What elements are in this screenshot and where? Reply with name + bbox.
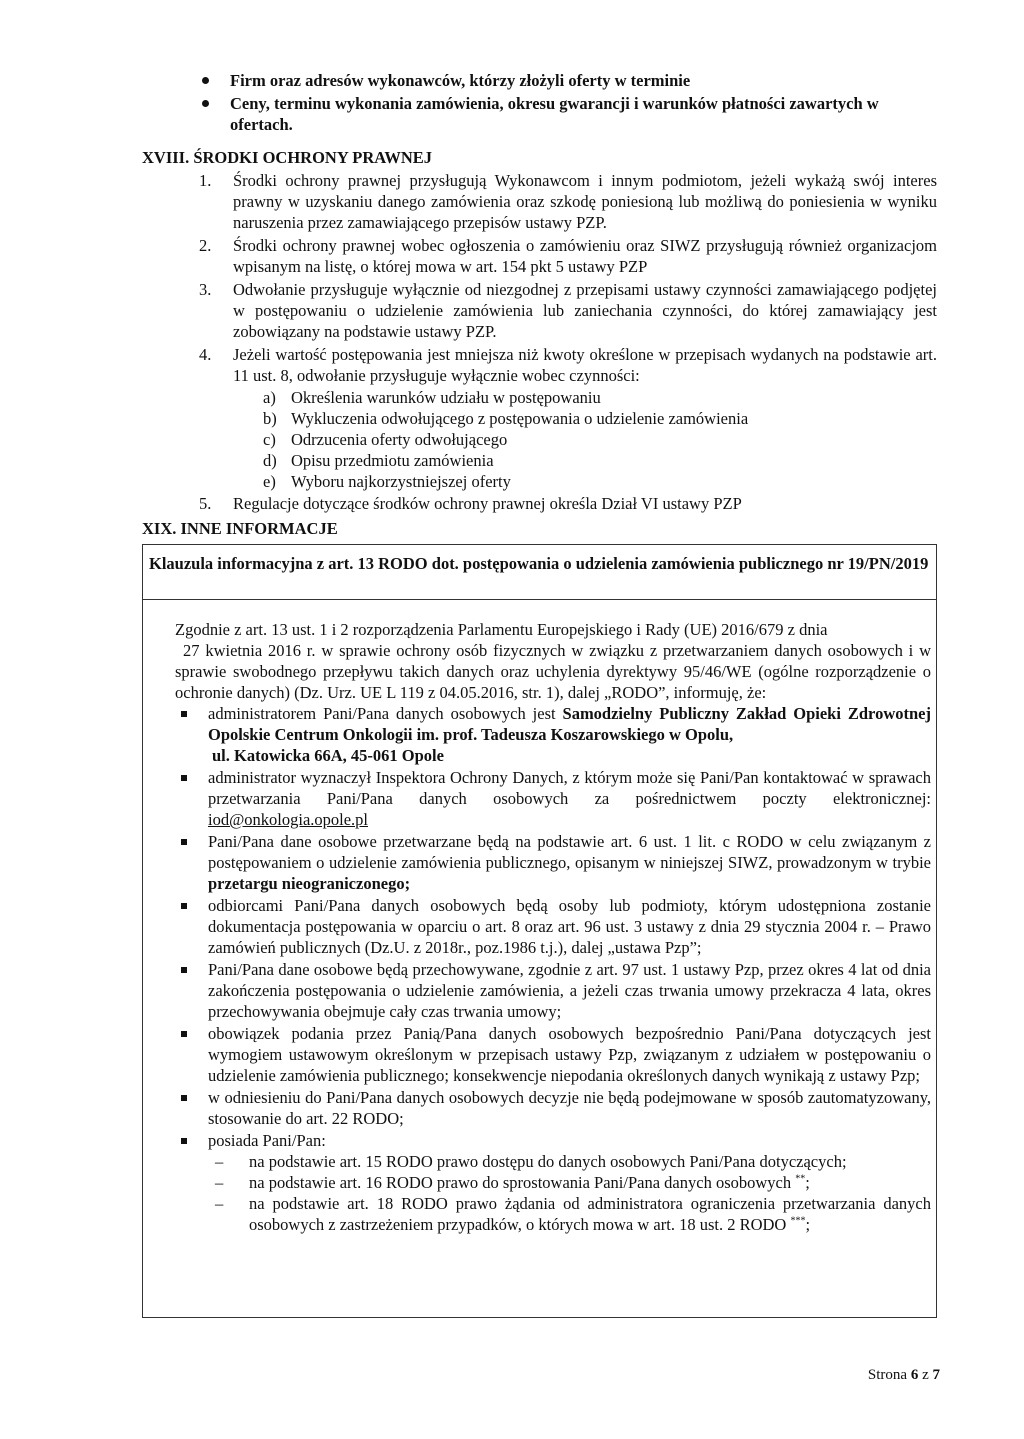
square-bullet-icon: [181, 711, 187, 717]
sub-text: Wykluczenia odwołującego z postępowania o udzielenie zamówienia: [291, 409, 749, 428]
sub-list-item: [263, 408, 937, 429]
list-item: [215, 1151, 931, 1172]
bullet-text: Ceny, terminu wykonania zamówienia, okresu gwarancji i warunków płatności zawartych w ofertach.: [230, 94, 879, 134]
footnote-marker: **: [795, 1173, 806, 1185]
clause-box-bottom-border: [142, 1317, 937, 1318]
sub-text: Wyboru najkorzystniejszej oferty: [291, 472, 511, 491]
right-text: na podstawie art. 15 RODO prawo dostępu do danych osobowych Pani/Pana dotyczących;: [249, 1152, 847, 1171]
square-bullet-icon: [181, 839, 187, 845]
list-item: [199, 279, 937, 342]
sub-label: e): [263, 472, 276, 491]
item-text: Regulacje dotyczące środków ochrony prawnej określa Dział VI ustawy PZP: [233, 494, 742, 513]
bullet-text: posiada Pani/Pan:: [208, 1131, 326, 1150]
clause-body: [175, 619, 931, 1235]
list-item: [199, 170, 937, 233]
iod-email-link[interactable]: iod@onkologia.opole.pl: [208, 810, 369, 829]
clause-box: [142, 544, 937, 1318]
item-number: 3.: [199, 280, 212, 299]
square-bullet-icon: [181, 1095, 187, 1101]
list-item: [175, 1087, 931, 1129]
item-number: 1.: [199, 171, 212, 190]
list-item: [175, 767, 931, 830]
footnote-marker: ***: [790, 1215, 806, 1227]
footer-total-pages: 7: [932, 1367, 940, 1383]
clause-intro-rest: 27 kwietnia 2016 r. w sprawie ochrony osób fizycznych w związku z przetwarzaniem danych osobowych i w sprawie swobodnego przepływu takich danych oraz uchylenia dyrektywy 95/46/WE (ogólne rozporządzenie o ochronie danych) (Dz. Urz. UE L 119 z 04.05.2016, str. 1), dalej „RODO”, informuję, że:: [175, 641, 931, 702]
sub-list-item: [263, 387, 937, 408]
item-number: 4.: [199, 345, 212, 364]
list-item: [199, 235, 937, 277]
item-text: Środki ochrony prawnej wobec ogłoszenia o zamówieniu oraz SIWZ przysługują również organizacjom wpisanym na listę, o której mowa w art. 154 pkt 5 ustawy PZP: [233, 236, 937, 276]
item-text: Odwołanie przysługuje wyłącznie od niezgodnej z przepisami ustawy czynności zamawiającego podjętej w postępowaniu o udzielenie zamówienia lub zaniechania czynności, do której zamawiający jest zobowiązany na podstawie ustawy PZP.: [233, 280, 937, 341]
list-item: [175, 895, 931, 958]
bullet-text: Firm oraz adresów wykonawców, którzy złożyli oferty w terminie: [230, 71, 691, 90]
sub-label: d): [263, 451, 277, 470]
list-item: [175, 1023, 931, 1086]
sub-list: [199, 387, 937, 492]
item-number: 5.: [199, 494, 212, 513]
sub-label: a): [263, 388, 276, 407]
square-bullet-icon: [181, 903, 187, 909]
right-text: na podstawie art. 18 RODO prawo żądania od administratora ograniczenia przetwarzania danych osobowych z zastrzeżeniem przypadków, o których mowa w art. 18 ust. 2 RODO: [249, 1194, 931, 1234]
bullet-text: odbiorcami Pani/Pana danych osobowych będą osoby lub podmioty, którym udostępniona zostanie dokumentacja postępowania w oparciu o art. 8 oraz art. 96 ust. 3 ustawy z dnia: [208, 896, 931, 936]
clause-box-header: [143, 545, 936, 600]
sub-text: Określenia warunków udziału w postępowaniu: [291, 388, 601, 407]
administrator-address: ul. Katowicka 66A, 45-061 Opole: [212, 746, 444, 765]
bullet-text: obowiązek podania przez Panią/Pana danych osobowych bezpośrednio Pani/Pana dotyczących jest wymogiem ustawowym określonym w przepisach ustawy Pzp, związanym z udziałem w postępowaniu o udzielenie zamówienia publicznego; konsekwencje niepodania określonych danych wynikają z ustawy Pzp;: [208, 1024, 931, 1085]
square-bullet-icon: [181, 1031, 187, 1037]
footer-page-number: 6: [910, 1367, 919, 1383]
page-footer: [868, 1365, 940, 1386]
dash-bullet: –: [215, 1194, 224, 1213]
bullet-text: Pani/Pana dane osobowe przetwarzane będą na podstawie art. 6 ust. 1 lit. c RODO w celu związanym z postępowaniem o udzielenie zamówienia publicznego, opisanym w niniejszej SIWZ, prowadzonym w trybie: [208, 832, 931, 872]
item-text: Środki ochrony prawnej przysługują Wykonawcom i innym podmiotom, jeżeli wykażą swój interes prawny w uzyskaniu danego zamówienia oraz szkodę poniesioną lub możliwą do poniesienia w wyniku naruszenia przez zamawiającego przepisów ustawy PZP.: [233, 171, 937, 232]
bullet-text: w odniesieniu do Pani/Pana danych osobowych decyzje nie będą podejmowane w sposób zautomatyzowany, stosowanie do art. 22 RODO;: [208, 1088, 931, 1128]
square-bullet-icon: [181, 967, 187, 973]
bullet-text: Pani/Pana dane osobowe będą przechowywane, zgodnie z art. 97 ust. 1 ustawy Pzp, przez okres: [208, 960, 844, 979]
item-text: Jeżeli wartość postępowania jest mniejsza niż kwoty określone w przepisach wydanych na podstawie art. 11 ust. 8, odwołanie przysługuje wyłącznie wobec czynności:: [233, 345, 937, 385]
clause-intro-line-1: Zgodnie z art. 13 ust. 1 i 2 rozporządzenia Parlamentu Europejskiego i Rady (UE) 2016/679 z dnia: [175, 620, 828, 639]
administrator-name: Samodzielny Publiczny Zakład Opieki Zdrowotnej Opolskie Centrum Onkologii im. prof. Tadeusza Koszarowskiego w Opolu,: [208, 704, 931, 744]
list-item: [175, 959, 931, 1022]
section-19-heading: XIX. INNE INFORMACJE: [142, 519, 338, 538]
sub-label: c): [263, 430, 276, 449]
punctuation: ;: [805, 1215, 811, 1234]
item-number: 2.: [199, 236, 212, 255]
sub-list-item: [263, 471, 937, 492]
footer-of: z: [922, 1367, 929, 1383]
section-18-list: [199, 170, 937, 514]
bullet-text-continued: 4 lat od dnia zakończenia postępowania o udzielenie zamówienia, a jeżeli czas trwania umowy przekracza 4 lata, okres przechowywania obejmuje cały czas trwania umowy;: [208, 960, 931, 1021]
sub-list-item: [263, 429, 937, 450]
square-bullet-icon: [181, 1138, 187, 1144]
right-text: na podstawie art. 16 RODO prawo do sprostowania Pani/Pana danych osobowych: [249, 1173, 792, 1192]
sub-text: Opisu przedmiotu zamówienia: [291, 451, 494, 470]
square-bullet-icon: [181, 775, 187, 781]
bullet-text-continued: 29 stycznia 2004 r. – Prawo zamówień publicznych (Dz.U. z 2018r., poz.1986 t.j.), dalej „ustawa Pzp”;: [208, 917, 932, 957]
list-item: [199, 493, 937, 514]
bullet-text: administrator wyznaczył Inspektora Ochrony Danych, z którym może się Pani/Pan kontaktować w sprawach przetwarzania Pani/Pana danych osobowych za pośrednictwem poczty elektronicznej:: [208, 768, 931, 808]
list-item: [196, 70, 936, 91]
bullet-text: administratorem Pani/Pana danych osobowych jest: [208, 704, 563, 723]
list-item: [175, 703, 931, 766]
list-item: [175, 831, 931, 894]
dash-bullet: –: [215, 1152, 224, 1171]
section-18-heading: XVIII. ŚRODKI OCHRONY PRAWNEJ: [142, 148, 432, 167]
dash-bullet: –: [215, 1173, 224, 1192]
sub-label: b): [263, 409, 277, 428]
procedure-mode: przetargu nieograniczonego;: [208, 874, 411, 893]
sub-list-item: [263, 450, 937, 471]
list-item: [215, 1193, 931, 1235]
top-bullet-list: [196, 70, 936, 135]
bullet-dot-icon: [202, 77, 209, 84]
rights-list: [175, 1151, 931, 1235]
sub-text: Odrzucenia oferty odwołującego: [291, 430, 508, 449]
list-item: [196, 93, 936, 135]
list-item: [199, 344, 937, 386]
punctuation: ;: [805, 1173, 810, 1192]
footer-label: Strona: [867, 1367, 908, 1383]
bullet-dot-icon: [202, 100, 209, 107]
list-item: [175, 1130, 931, 1151]
clause-heading: Klauzula informacyjna z art. 13 RODO dot. postępowania o udzielenia zamówienia publicznego nr 19/PN/2019: [149, 554, 929, 573]
list-item: [215, 1172, 931, 1193]
